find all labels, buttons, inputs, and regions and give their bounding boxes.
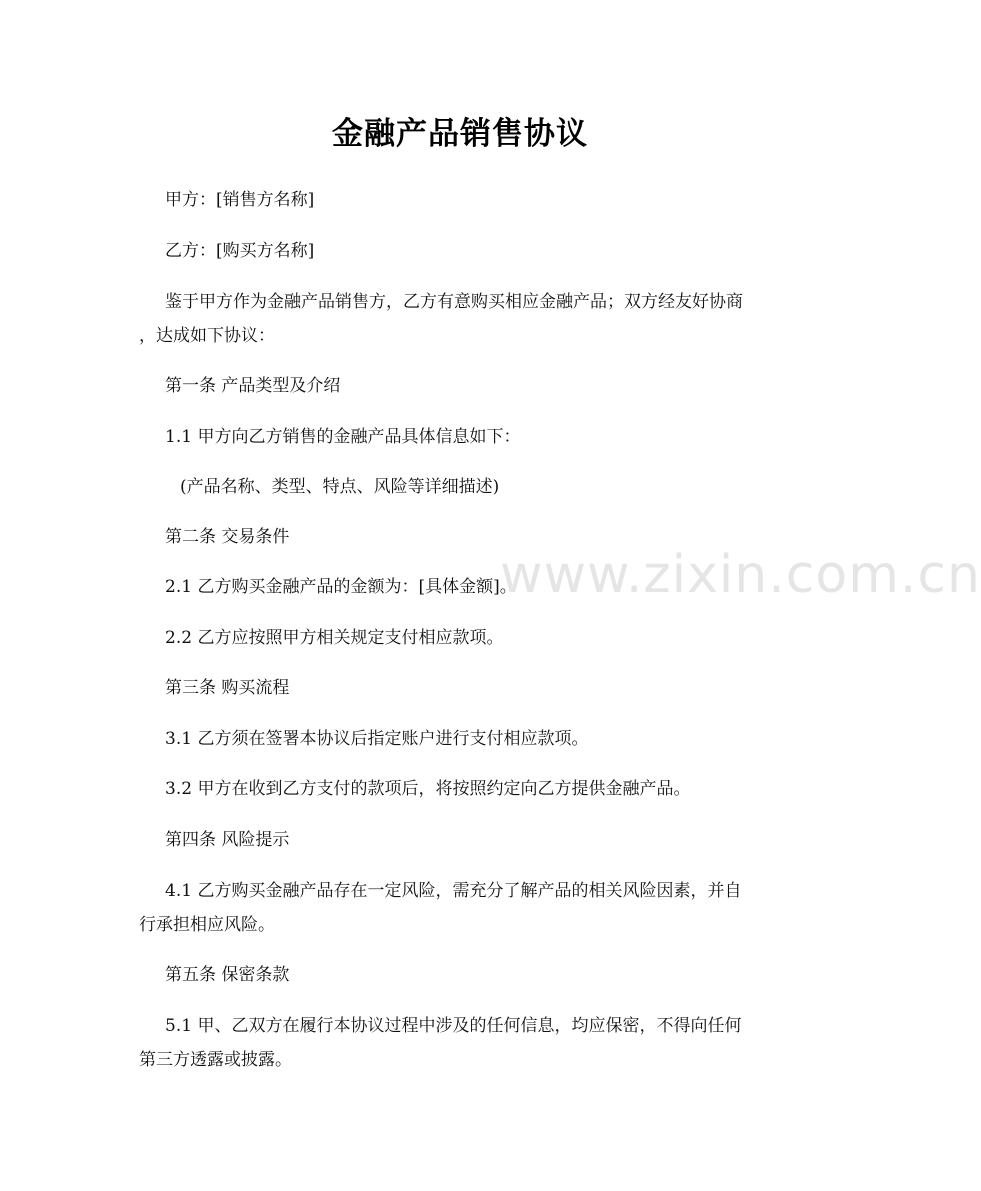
preamble-line-1: 鉴于甲方作为金融产品销售方，乙方有意购买相应金融产品；双方经友好协商 (165, 292, 743, 312)
article-3-2: 3.2 甲方在收到乙方支付的款项后，将按照约定向乙方提供金融产品。 (165, 779, 691, 799)
article-4-1-line-1: 4.1 乙方购买金融产品存在一定风险，需充分了解产品的相关风险因素，并自 (165, 881, 742, 901)
watermark: www.zixin.com.cn (500, 545, 981, 605)
article-4-1-line-2: 行承担相应风险。 (139, 915, 275, 935)
article-1-1: 1.1 甲方向乙方销售的金融产品具体信息如下： (165, 427, 521, 447)
article-3-heading: 第三条 购买流程 (165, 678, 290, 698)
article-2-1: 2.1 乙方购买金融产品的金额为：[具体金额]。 (165, 577, 517, 597)
article-2-2: 2.2 乙方应按照甲方相关规定支付相应款项。 (165, 628, 504, 648)
document-title: 金融产品销售协议 (332, 116, 588, 152)
preamble-line-2: ，达成如下协议： (139, 326, 275, 346)
article-4-heading: 第四条 风险提示 (165, 830, 290, 850)
party-a: 甲方：[销售方名称] (165, 190, 315, 210)
article-2-heading: 第二条 交易条件 (165, 527, 290, 547)
article-5-1-line-1: 5.1 甲、乙双方在履行本协议过程中涉及的任何信息，均应保密，不得向任何 (165, 1016, 742, 1036)
party-b: 乙方：[购买方名称] (165, 241, 315, 261)
article-5-1-line-2: 第三方透露或披露。 (139, 1050, 292, 1070)
article-5-heading: 第五条 保密条款 (165, 965, 290, 985)
article-3-1: 3.1 乙方须在签署本协议后指定账户进行支付相应款项。 (165, 729, 589, 749)
article-1-1-detail: (产品名称、类型、特点、风险等详细描述) (180, 477, 500, 497)
article-1-heading: 第一条 产品类型及介绍 (165, 376, 341, 396)
